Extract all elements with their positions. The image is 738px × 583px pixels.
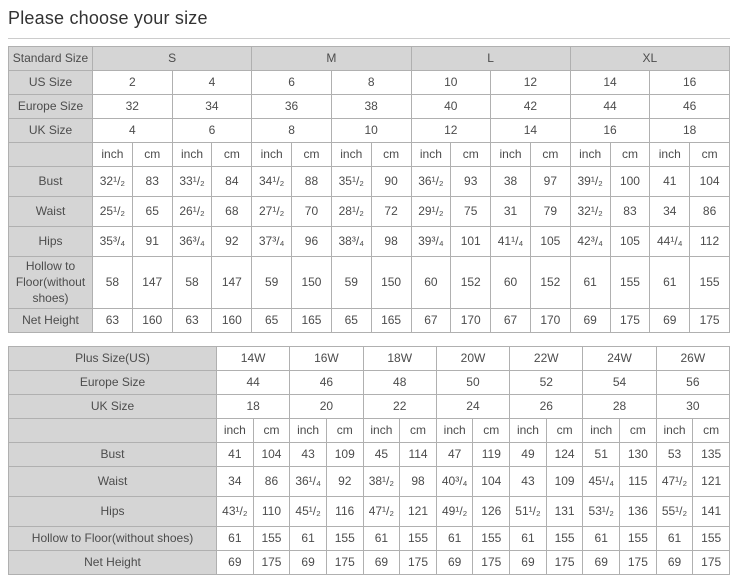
table-cell: 105 <box>610 227 650 257</box>
table-cell: 97 <box>530 167 570 197</box>
table-cell: 65 <box>252 308 292 332</box>
table-cell: 86 <box>253 466 290 496</box>
table-cell: 34 <box>172 95 252 119</box>
table-cell: 104 <box>253 442 290 466</box>
table-cell: 36 <box>252 95 332 119</box>
row-label <box>9 418 217 442</box>
table-cell: inch <box>570 143 610 167</box>
table-cell: 75 <box>451 197 491 227</box>
table-cell: cm <box>546 418 583 442</box>
table-cell: 42 <box>491 95 571 119</box>
table-cell: 14W <box>217 346 290 370</box>
table-cell: 61 <box>650 257 690 309</box>
table-cell: 22 <box>363 394 436 418</box>
table-cell: 61 <box>290 526 327 550</box>
table-cell: 92 <box>326 466 363 496</box>
table-cell: 114 <box>400 442 437 466</box>
table-cell: 101 <box>451 227 491 257</box>
table-cell: 35¹/₂ <box>331 167 371 197</box>
table-cell: 104 <box>690 167 730 197</box>
table-cell: 121 <box>693 466 730 496</box>
table-cell: 31 <box>491 197 531 227</box>
table-cell: 150 <box>292 257 332 309</box>
table-cell: 160 <box>132 308 172 332</box>
table-cell: 96 <box>292 227 332 257</box>
table-cell: 109 <box>326 442 363 466</box>
table-cell: 10 <box>331 119 411 143</box>
table-cell: 72 <box>371 197 411 227</box>
page-title: Please choose your size <box>8 8 208 28</box>
table-cell: 155 <box>546 526 583 550</box>
table-row <box>9 47 730 71</box>
table-cell: 16W <box>290 346 363 370</box>
table-cell: 155 <box>326 526 363 550</box>
table-cell: cm <box>530 143 570 167</box>
table-cell: 58 <box>93 257 133 309</box>
table-cell: 92 <box>212 227 252 257</box>
table-cell: 69 <box>510 550 547 574</box>
table-gap <box>8 333 730 346</box>
table-cell: 39¹/₂ <box>570 167 610 197</box>
table-cell: cm <box>326 418 363 442</box>
table-cell: 116 <box>326 496 363 526</box>
table-cell: 27¹/₂ <box>252 197 292 227</box>
table-cell: inch <box>331 143 371 167</box>
row-label: Bust <box>9 442 217 466</box>
table-cell: 47¹/₂ <box>656 466 693 496</box>
table-cell: 152 <box>530 257 570 309</box>
table-row <box>9 197 730 227</box>
table-cell: 121 <box>400 496 437 526</box>
table-cell: 47 <box>436 442 473 466</box>
table-cell: 69 <box>650 308 690 332</box>
table-cell: 155 <box>610 257 650 309</box>
table-cell: 45 <box>363 442 400 466</box>
table-cell: cm <box>371 143 411 167</box>
table-cell: 36¹/₂ <box>411 167 451 197</box>
table-cell: 56 <box>656 370 729 394</box>
table-cell: 84 <box>212 167 252 197</box>
table-cell: cm <box>253 418 290 442</box>
table-cell: cm <box>620 418 657 442</box>
table-cell: 34¹/₂ <box>252 167 292 197</box>
table-cell: 155 <box>473 526 510 550</box>
row-label: Net Height <box>9 550 217 574</box>
table-cell: 61 <box>217 526 254 550</box>
table-cell: 14 <box>491 119 571 143</box>
table-cell: 54 <box>583 370 656 394</box>
table-cell: S <box>93 47 252 71</box>
table-cell: 69 <box>583 550 620 574</box>
row-label: Bust <box>9 167 93 197</box>
table-row <box>9 496 730 526</box>
table-cell: 69 <box>656 550 693 574</box>
row-label: UK Size <box>9 394 217 418</box>
table-cell: 100 <box>610 167 650 197</box>
table-cell: 155 <box>690 257 730 309</box>
table-cell: inch <box>252 143 292 167</box>
row-label: Europe Size <box>9 370 217 394</box>
row-label: Net Height <box>9 308 93 332</box>
table-cell: 175 <box>473 550 510 574</box>
table-cell: 33¹/₂ <box>172 167 212 197</box>
table-cell: 93 <box>451 167 491 197</box>
table-cell: 63 <box>93 308 133 332</box>
table-cell: 61 <box>363 526 400 550</box>
table-cell: 69 <box>570 308 610 332</box>
table-cell: 61 <box>570 257 610 309</box>
table-cell: 4 <box>172 71 252 95</box>
table-cell: inch <box>583 418 620 442</box>
table-cell: 36³/₄ <box>172 227 212 257</box>
table-cell: 131 <box>546 496 583 526</box>
table-cell: 18 <box>650 119 730 143</box>
table-cell: 50 <box>436 370 509 394</box>
standard-size-table-container <box>8 46 730 333</box>
table-cell: XL <box>570 47 729 71</box>
table-cell: cm <box>212 143 252 167</box>
row-label: Hips <box>9 227 93 257</box>
plus-size-chart <box>8 346 730 575</box>
table-cell: 147 <box>212 257 252 309</box>
table-cell: inch <box>363 418 400 442</box>
table-cell: cm <box>292 143 332 167</box>
table-cell: 14 <box>570 71 650 95</box>
table-row <box>9 227 730 257</box>
table-cell: 37³/₄ <box>252 227 292 257</box>
table-cell: 8 <box>252 119 332 143</box>
table-row <box>9 418 730 442</box>
table-cell: 130 <box>620 442 657 466</box>
table-cell: 175 <box>400 550 437 574</box>
table-cell: 45¹/₄ <box>583 466 620 496</box>
table-cell: 155 <box>620 526 657 550</box>
table-cell: 126 <box>473 496 510 526</box>
table-cell: 41¹/₄ <box>491 227 531 257</box>
table-cell: 90 <box>371 167 411 197</box>
table-cell: 40 <box>411 95 491 119</box>
table-cell: 175 <box>326 550 363 574</box>
table-cell: 30 <box>656 394 729 418</box>
table-row <box>9 370 730 394</box>
table-cell: 49¹/₂ <box>436 496 473 526</box>
table-cell: 170 <box>530 308 570 332</box>
table-cell: 12 <box>411 119 491 143</box>
table-cell: 38 <box>491 167 531 197</box>
table-cell: 105 <box>530 227 570 257</box>
table-cell: 24 <box>436 394 509 418</box>
table-cell: 25¹/₂ <box>93 197 133 227</box>
table-cell: 43¹/₂ <box>217 496 254 526</box>
row-label: UK Size <box>9 119 93 143</box>
table-cell: 135 <box>693 442 730 466</box>
table-cell: 22W <box>510 346 583 370</box>
table-cell: 29¹/₂ <box>411 197 451 227</box>
table-cell: M <box>252 47 411 71</box>
table-cell: 51 <box>583 442 620 466</box>
table-row <box>9 466 730 496</box>
table-cell: 24W <box>583 346 656 370</box>
table-row <box>9 394 730 418</box>
table-cell: 70 <box>292 197 332 227</box>
table-cell: cm <box>473 418 510 442</box>
table-cell: 38¹/₂ <box>363 466 400 496</box>
table-cell: 175 <box>610 308 650 332</box>
table-cell: 83 <box>610 197 650 227</box>
table-cell: 16 <box>650 71 730 95</box>
table-cell: 53¹/₂ <box>583 496 620 526</box>
table-row <box>9 95 730 119</box>
table-cell: L <box>411 47 570 71</box>
table-cell: 61 <box>583 526 620 550</box>
table-cell: 115 <box>620 466 657 496</box>
table-cell: 51¹/₂ <box>510 496 547 526</box>
table-cell: 48 <box>363 370 436 394</box>
table-cell: 59 <box>331 257 371 309</box>
table-cell: inch <box>290 418 327 442</box>
table-cell: 152 <box>451 257 491 309</box>
table-cell: 6 <box>172 119 252 143</box>
table-cell: 147 <box>132 257 172 309</box>
table-cell: inch <box>491 143 531 167</box>
table-cell: 155 <box>253 526 290 550</box>
table-cell: 69 <box>290 550 327 574</box>
table-cell: 38³/₄ <box>331 227 371 257</box>
row-label: Hollow to Floor(without shoes) <box>9 526 217 550</box>
table-cell: 165 <box>292 308 332 332</box>
table-cell: 44 <box>217 370 290 394</box>
table-cell: 61 <box>656 526 693 550</box>
table-cell: inch <box>172 143 212 167</box>
table-cell: 155 <box>400 526 437 550</box>
row-label: Waist <box>9 466 217 496</box>
table-cell: 46 <box>650 95 730 119</box>
table-cell: 18W <box>363 346 436 370</box>
table-cell: 32¹/₂ <box>570 197 610 227</box>
table-cell: 104 <box>473 466 510 496</box>
row-label: Hips <box>9 496 217 526</box>
table-cell: 61 <box>510 526 547 550</box>
table-cell: 60 <box>411 257 451 309</box>
standard-size-chart <box>8 46 730 333</box>
table-cell: 59 <box>252 257 292 309</box>
table-cell: 46 <box>290 370 363 394</box>
table-cell: 83 <box>132 167 172 197</box>
table-cell: 67 <box>491 308 531 332</box>
table-cell: inch <box>93 143 133 167</box>
row-label: Waist <box>9 197 93 227</box>
table-cell: 175 <box>690 308 730 332</box>
table-cell: 53 <box>656 442 693 466</box>
table-cell: 28¹/₂ <box>331 197 371 227</box>
table-cell: cm <box>693 418 730 442</box>
table-cell: 28 <box>583 394 656 418</box>
table-cell: 18 <box>217 394 290 418</box>
table-cell: 98 <box>371 227 411 257</box>
table-cell: cm <box>132 143 172 167</box>
row-label <box>9 143 93 167</box>
row-label: Europe Size <box>9 95 93 119</box>
table-cell: 10 <box>411 71 491 95</box>
table-cell: 26 <box>510 394 583 418</box>
table-cell: inch <box>510 418 547 442</box>
table-cell: 69 <box>363 550 400 574</box>
table-cell: 86 <box>690 197 730 227</box>
table-row <box>9 346 730 370</box>
table-cell: 42³/₄ <box>570 227 610 257</box>
table-cell: 6 <box>252 71 332 95</box>
table-cell: 44 <box>570 95 650 119</box>
table-cell: 26W <box>656 346 729 370</box>
table-row <box>9 526 730 550</box>
table-cell: 8 <box>331 71 411 95</box>
table-cell: 49 <box>510 442 547 466</box>
table-cell: 69 <box>217 550 254 574</box>
table-cell: 69 <box>436 550 473 574</box>
table-cell: 52 <box>510 370 583 394</box>
table-cell: 47¹/₂ <box>363 496 400 526</box>
table-cell: 175 <box>620 550 657 574</box>
table-cell: 38 <box>331 95 411 119</box>
table-row <box>9 308 730 332</box>
table-cell: 61 <box>436 526 473 550</box>
table-cell: 36¹/₄ <box>290 466 327 496</box>
table-cell: 141 <box>693 496 730 526</box>
table-cell: inch <box>656 418 693 442</box>
table-cell: 160 <box>212 308 252 332</box>
table-cell: cm <box>690 143 730 167</box>
table-row <box>9 257 730 309</box>
table-cell: 16 <box>570 119 650 143</box>
table-cell: cm <box>451 143 491 167</box>
row-label: Plus Size(US) <box>9 346 217 370</box>
table-cell: 136 <box>620 496 657 526</box>
table-cell: 41 <box>217 442 254 466</box>
table-cell: 45¹/₂ <box>290 496 327 526</box>
table-cell: 44¹/₄ <box>650 227 690 257</box>
table-cell: 98 <box>400 466 437 496</box>
table-cell: 39³/₄ <box>411 227 451 257</box>
table-cell: 34 <box>217 466 254 496</box>
table-cell: 175 <box>546 550 583 574</box>
table-cell: 88 <box>292 167 332 197</box>
table-cell: inch <box>411 143 451 167</box>
table-cell: 79 <box>530 197 570 227</box>
table-cell: 150 <box>371 257 411 309</box>
table-cell: 40³/₄ <box>436 466 473 496</box>
table-cell: 165 <box>371 308 411 332</box>
table-cell: 58 <box>172 257 212 309</box>
table-row <box>9 143 730 167</box>
table-cell: 26¹/₂ <box>172 197 212 227</box>
table-cell: 110 <box>253 496 290 526</box>
table-cell: 12 <box>491 71 571 95</box>
table-cell: 32¹/₂ <box>93 167 133 197</box>
table-cell: 63 <box>172 308 212 332</box>
table-cell: 20W <box>436 346 509 370</box>
table-cell: 91 <box>132 227 172 257</box>
row-label: Standard Size <box>9 47 93 71</box>
table-cell: 32 <box>93 95 173 119</box>
table-cell: 2 <box>93 71 173 95</box>
table-cell: cm <box>610 143 650 167</box>
table-cell: 67 <box>411 308 451 332</box>
row-label: Hollow to Floor(without shoes) <box>9 257 93 309</box>
table-row <box>9 119 730 143</box>
plus-size-table-container <box>8 346 730 575</box>
table-cell: 112 <box>690 227 730 257</box>
table-cell: inch <box>650 143 690 167</box>
table-cell: 4 <box>93 119 173 143</box>
table-row <box>9 442 730 466</box>
table-row <box>9 167 730 197</box>
table-cell: cm <box>400 418 437 442</box>
table-cell: inch <box>436 418 473 442</box>
table-cell: 109 <box>546 466 583 496</box>
title-divider <box>8 38 730 39</box>
table-cell: 124 <box>546 442 583 466</box>
table-cell: 55¹/₂ <box>656 496 693 526</box>
table-cell: 155 <box>693 526 730 550</box>
table-cell: 170 <box>451 308 491 332</box>
table-cell: 43 <box>290 442 327 466</box>
table-cell: 35³/₄ <box>93 227 133 257</box>
table-cell: 65 <box>331 308 371 332</box>
table-cell: 34 <box>650 197 690 227</box>
table-row <box>9 550 730 574</box>
table-cell: 65 <box>132 197 172 227</box>
table-row <box>9 71 730 95</box>
row-label: US Size <box>9 71 93 95</box>
table-cell: 175 <box>253 550 290 574</box>
table-cell: 68 <box>212 197 252 227</box>
table-cell: 41 <box>650 167 690 197</box>
table-cell: 119 <box>473 442 510 466</box>
table-cell: 43 <box>510 466 547 496</box>
table-cell: inch <box>217 418 254 442</box>
table-cell: 175 <box>693 550 730 574</box>
table-cell: 60 <box>491 257 531 309</box>
table-cell: 20 <box>290 394 363 418</box>
